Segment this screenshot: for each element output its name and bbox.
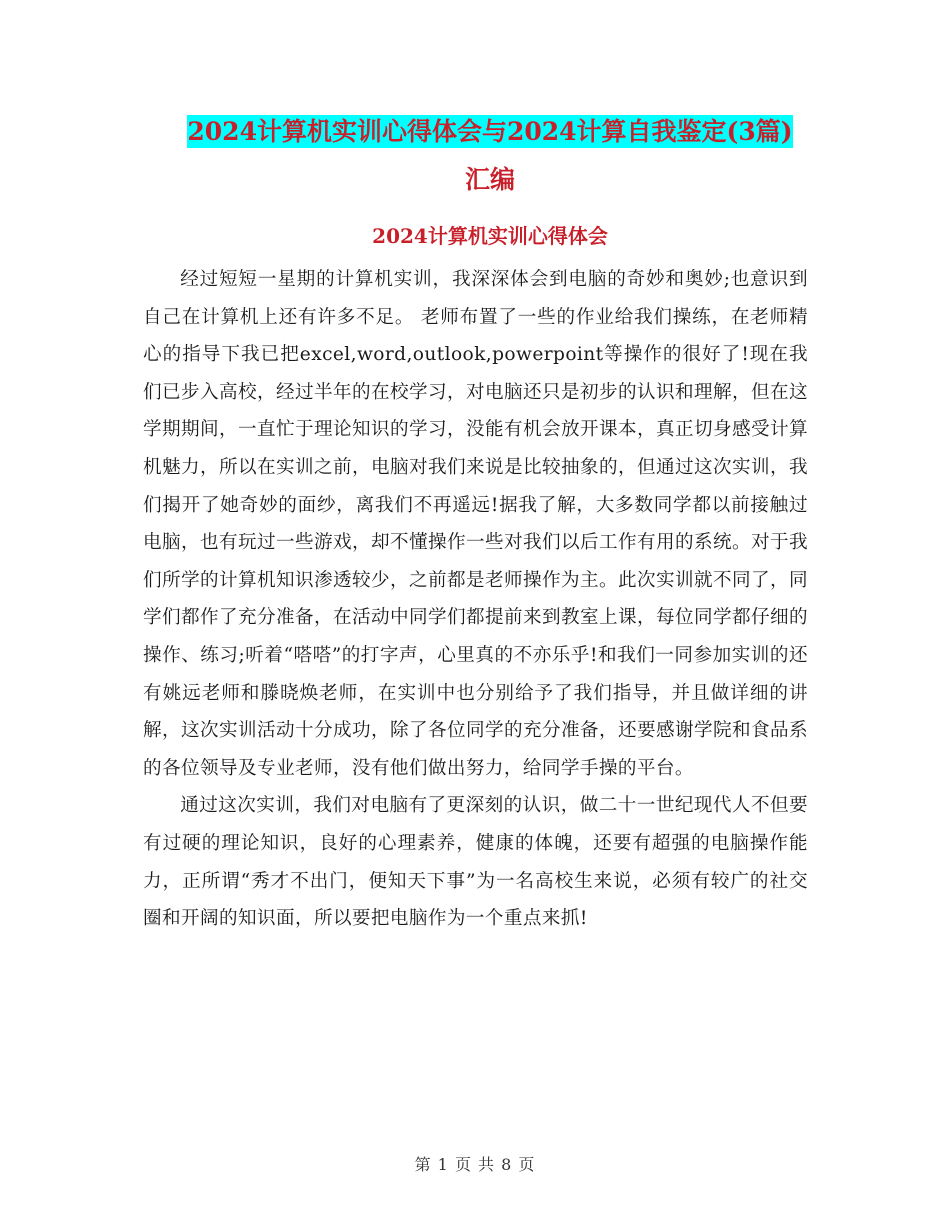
document-title: [140, 108, 840, 204]
document-title-line1: 2024计算机实训心得体会与2024计算自我鉴定(3篇): [187, 117, 793, 146]
page-number-footer: 第 1 页 共 8 页: [414, 1155, 536, 1174]
document-title-line2: 汇编: [464, 165, 515, 194]
section-title: 2024计算机实训心得体会: [372, 224, 608, 248]
body-paragraph: 通过这次实训，我们对电脑有了更深刻的认识，做二十一世纪现代人不但要有过硬的理论知识，良好的心理素养，健康的体魄，还要有超强的电脑操作能力，正所谓“秀才不出门，便知天下事”为一名高校生来说，必须有较广的社交圈和开阔的知识面，所以要把电脑作为一个重点来抓!: [143, 795, 808, 930]
body-paragraph: 经过短短一星期的计算机实训，我深深体会到电脑的奇妙和奥妙;也意识到自己在计算机上还有许多不足。 老师布置了一些的作业给我们操练，在老师精心的指导下我已把excel,word,outlook,powerpoint等操作的很好了!现在我们已步入高校，经过半年的在校学习，对电脑还只是初步的认识和理解，但在这学期期间，一直忙于理论知识的学习，没能有机会放开课本，真正切身感受计算机魅力，所以在实训之前，电脑对我们来说是比较抽象的，但通过这次实训，我们揭开了她奇妙的面纱，离我们不再遥远!据我了解，大多数同学都以前接触过电脑，也有玩过一些游戏，却不懂操作一些对我们以后工作有用的系统。对于我们所学的计算机知识渗透较少，之前都是老师操作为主。此次实训就不同了，同学们都作了充分准备，在活动中同学们都提前来到教室上课，每位同学都仔细的操作、练习;听着“嗒嗒”的打字声，心里真的不亦乐乎!和我们一同参加实训的还有姚远老师和滕晓焕老师，在实训中也分别给予了我们指导，并且做详细的讲解，这次实训活动十分成功，除了各位同学的充分准备，还要感谢学院和食品系的各位领导及专业老师，没有他们做出努力，给同学手操的平台。: [143, 269, 808, 779]
document-body: [143, 261, 808, 938]
